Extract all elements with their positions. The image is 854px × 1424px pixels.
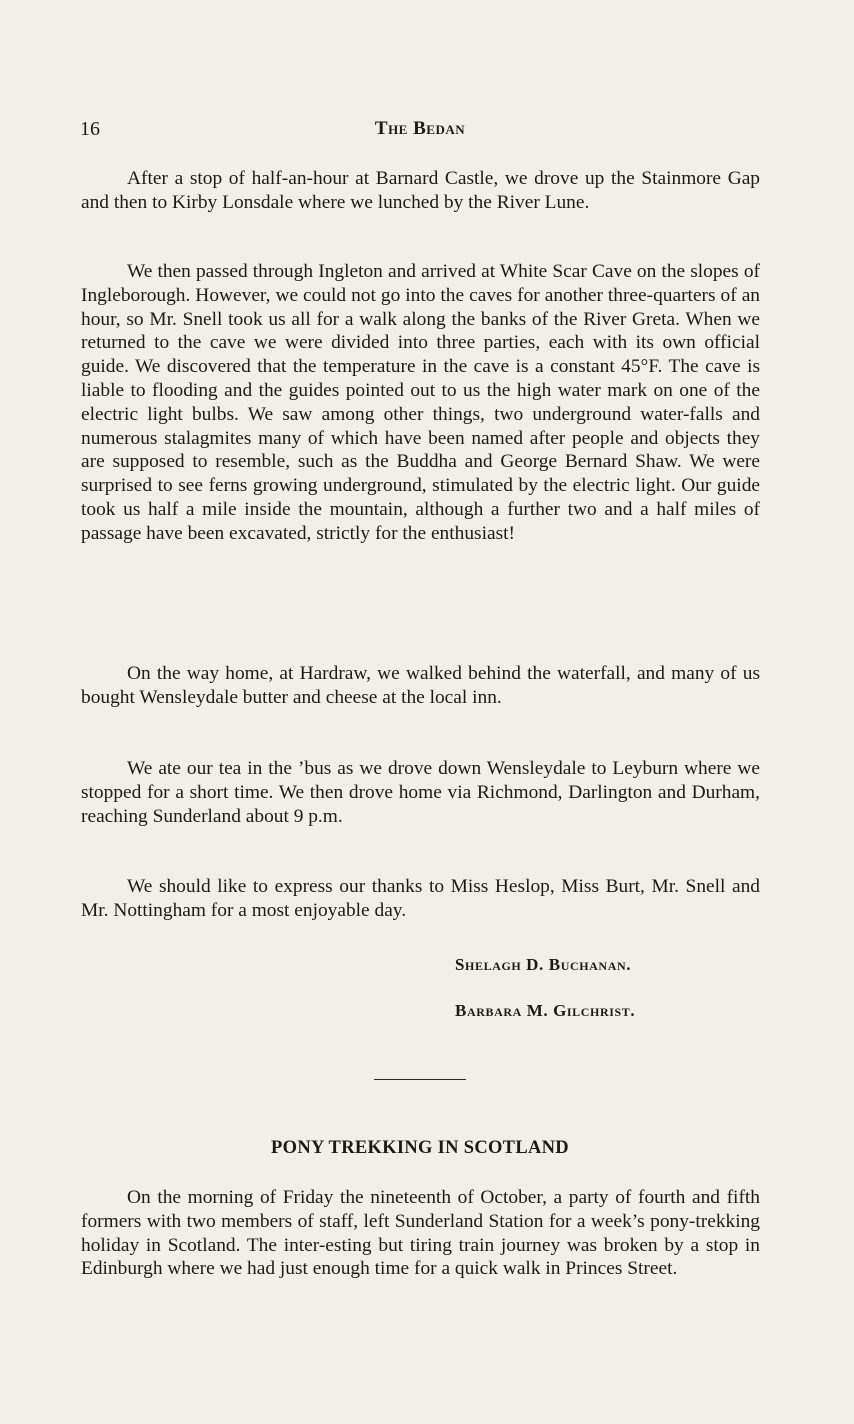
section-divider bbox=[374, 1079, 466, 1080]
signature-buchanan: Shelagh D. Buchanan. bbox=[455, 955, 632, 974]
paragraph-barnard-castle: After a stop of half-an-hour at Barnard Castle, we drove up the Stainmore Gap and then to Kirby Lonsdale where we lunched by the River Lune. bbox=[81, 168, 760, 213]
paragraph-hardraw: On the way home, at Hardraw, we walked behind the waterfall, and many of us bought Wensleydale butter and cheese at the local inn. bbox=[81, 663, 760, 708]
section-heading: PONY TREKKING IN SCOTLAND bbox=[271, 1138, 569, 1158]
paragraph-pony-trekking: On the morning of Friday the nineteenth of October, a party of fourth and fifth formers with two members of staff, left Sunderland Station for a week’s pony-trekking holiday in Scotland. The inter-esting but tiring train journey was broken by a stop in Edinburgh where we had just enough time for a quick walk in Princes Street. bbox=[81, 1187, 760, 1280]
paragraph-wensleydale: We ate our tea in the ’bus as we drove down Wensleydale to Leyburn where we stopped for a short time. We then drove home via Richmond, Darlington and Durham, reaching Sunderland about 9 p.m. bbox=[81, 758, 760, 827]
signature-gilchrist: Barbara M. Gilchrist. bbox=[455, 1001, 636, 1020]
paragraph-white-scar-cave: We then passed through Ingleton and arrived at White Scar Cave on the slopes of Ingleborough. However, we could not go into the caves for another three-quarters of an hour, so Mr. Snell took us all for a walk along the banks of the River Greta. When we returned to the cave we were divided into three parties, each with its own official guide. We discovered that the temperature in the cave is a constant 45°F. The cave is liable to flooding and the guides pointed out to us the high water mark on one of the electric light bulbs. We saw among other things, two underground water-falls and numerous stalagmites many of which have been named after people and objects they are supposed to resemble, such as the Buddha and George Bernard Shaw. We were surprised to see ferns growing underground, stimulated by the electric light. Our guide took us half a mile inside the mountain, although a further two and a half miles of passage have been excavated, strictly for the enthusiast! bbox=[81, 261, 760, 544]
page-number: 16 bbox=[80, 118, 100, 140]
paragraph-thanks: We should like to express our thanks to Miss Heslop, Miss Burt, Mr. Snell and Mr. Nottingham for a most enjoyable day. bbox=[81, 876, 760, 921]
page-header bbox=[80, 118, 760, 144]
running-title: The Bedan bbox=[374, 118, 466, 139]
